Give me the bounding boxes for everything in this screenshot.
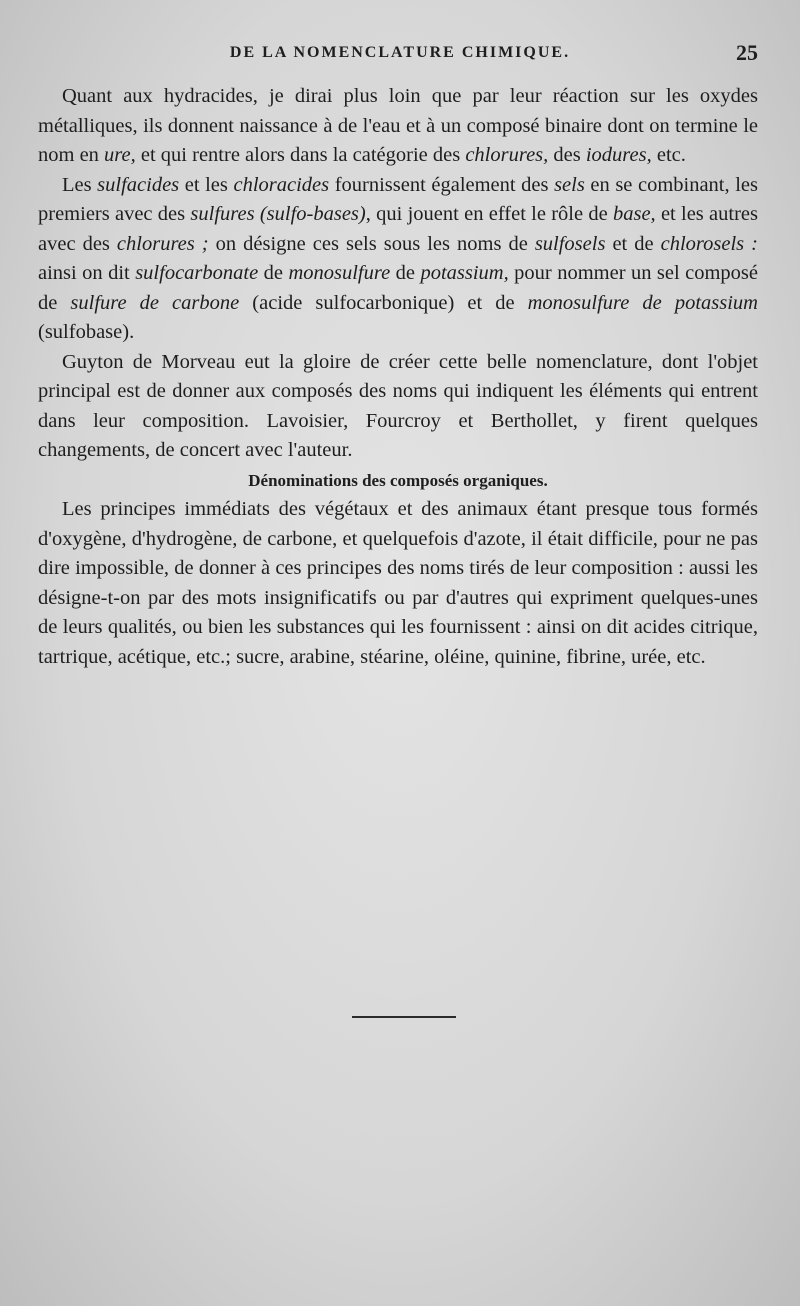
page-number: 25 <box>736 40 758 65</box>
text-run: (acide sulfocarbonique) et de <box>239 291 528 314</box>
text-run: (sulfobase). <box>38 321 135 343</box>
italic-run: monosulfure de potassium <box>527 291 758 314</box>
text-run: ainsi on dit <box>38 262 136 284</box>
paragraph <box>38 171 758 348</box>
italic-run: sels <box>554 173 585 196</box>
italic-run: potassium, <box>420 262 509 284</box>
text-run: de <box>258 262 289 284</box>
italic-run: monosulfure <box>288 262 391 284</box>
text-run: pour nommer un sel composé de <box>38 262 758 314</box>
end-rule <box>352 1016 456 1018</box>
italic-run: sulfosels <box>534 232 606 255</box>
text-run: Les <box>62 173 98 196</box>
italic-run: sulfacides <box>97 173 180 196</box>
body-text <box>38 82 758 672</box>
text-run: Guyton de Morveau eut la gloire de créer cette belle nomenclature, dont l'objet principal est de donner aux composés des noms qui indiquent les éléments qui entrent dans leur composition. Lavoisier, Fourcroy et Berthollet, y firent quelques changements, de concert avec l'auteur. <box>38 350 758 461</box>
italic-run: chloracides <box>233 173 330 196</box>
text-run: et de <box>605 232 661 255</box>
text-run: etc. <box>651 144 686 166</box>
text-run: et qui rentre alors dans la catégorie des <box>135 144 466 166</box>
italic-run: iodures, <box>585 144 652 166</box>
section-heading: Dénominations des composés organiques. <box>248 470 548 490</box>
paragraphs-before-heading <box>38 82 758 466</box>
italic-run: sulfocarbonate <box>135 262 259 284</box>
italic-run: chlorosels : <box>660 232 758 255</box>
text-run: et les <box>179 173 234 196</box>
paragraph <box>38 495 758 672</box>
text-run: on désigne ces sels sous les noms de <box>208 232 535 255</box>
text-run: de <box>390 262 421 284</box>
text-run: Les principes immédiats des végétaux et des animaux étant presque tous formés d'oxygène, d'hydrogène, de carbone, et quelquefois d'azote, il était difficile, pour ne pas dire impossible, de donner à ces principes des noms tirés de leur composition : aussi les désigne-t-on par des mots insignificatifs ou par d'autres qui expriment quelques-unes de leurs qualités, ou bien les substances qui les fournissent : ainsi on dit acides citrique, tartrique, acétique, etc.; sucre, arabine, stéarine, oléine, quinine, fibrine, urée, etc. <box>38 498 758 668</box>
running-title: DE LA NOMENCLATURE CHIMIQUE. <box>229 44 571 61</box>
text-run: , qui jouent en effet le rôle de <box>365 203 613 225</box>
paragraph <box>38 82 758 171</box>
italic-run: sulfure de carbone <box>70 291 240 314</box>
text-run: et les autres avec des <box>38 203 759 255</box>
paragraphs-after-heading <box>38 495 758 672</box>
paragraph <box>38 348 758 466</box>
italic-run: sulfures (sulfo-bases) <box>190 203 366 225</box>
italic-run: base, <box>612 203 656 225</box>
text-run: en se combinant, les premiers avec des <box>38 173 758 225</box>
italic-run: chlorures, <box>465 144 549 166</box>
italic-run: ure, <box>104 144 136 166</box>
text-run: fournissent également des <box>329 173 555 196</box>
italic-run: chlorures ; <box>116 232 209 255</box>
running-head <box>0 40 800 74</box>
text-run: des <box>548 144 586 166</box>
text-run: Quant aux hydracides, je dirai plus loin que par leur réaction sur les oxydes métalliques, ils donnent naissance à de l'eau et à un composé binaire dont on termine le nom en <box>38 85 758 166</box>
